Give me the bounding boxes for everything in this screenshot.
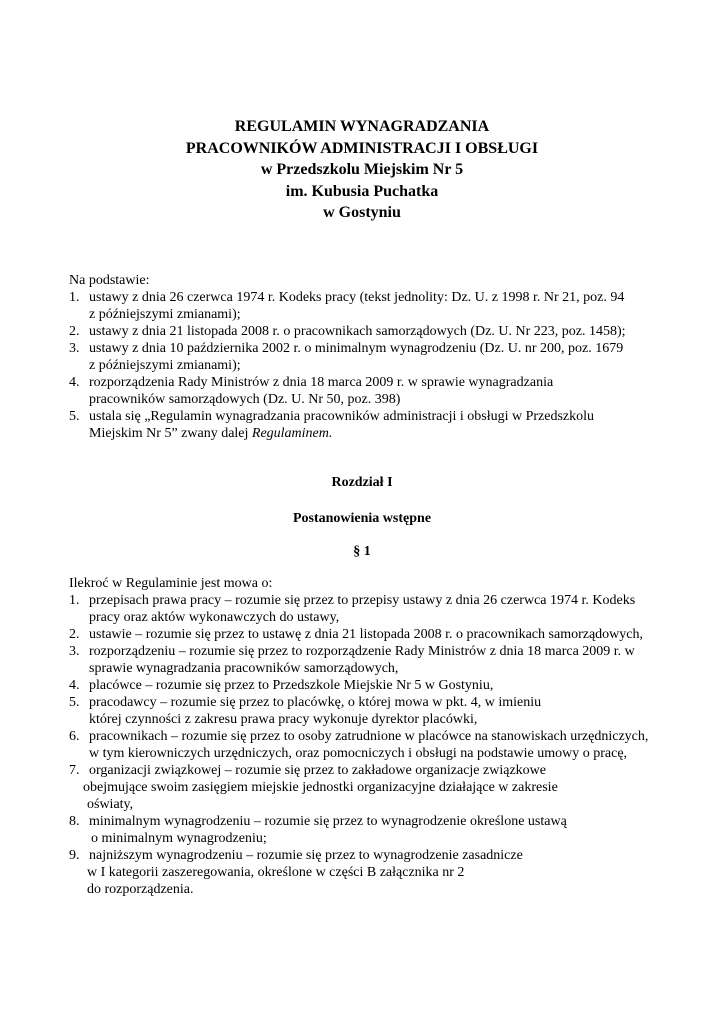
- item-text: minimalnym wynagrodzeniu – rozumie się przez to wynagrodzenie określone ustawą: [89, 814, 567, 829]
- item-text: pracownikach – rozumie się przez to osoby zatrudnione w placówce na stanowiskach urzędniczych,: [89, 729, 649, 744]
- item-text: pracodawcy – rozumie się przez to placówkę, o której mowa w pkt. 4, w imieniu: [89, 695, 542, 710]
- item-number: 2.: [69, 627, 80, 642]
- item-text: o minimalnym wynagrodzeniu;: [91, 831, 267, 846]
- list-item: [69, 340, 709, 374]
- item-text: z późniejszymi zmianami);: [89, 358, 241, 373]
- item-text: której czynności z zakresu prawa pracy wykonuje dyrektor placówki,: [89, 712, 478, 727]
- item-number: 9.: [69, 848, 80, 863]
- item-number: 4.: [69, 678, 80, 693]
- item-text: rozporządzenia Rady Ministrów z dnia 18 marca 2009 r. w sprawie wynagradzania: [89, 375, 554, 390]
- item-text: ustawy z dnia 10 października 2002 r. o minimalnym wynagrodzeniu (Dz. U. nr 200, poz. 1679: [89, 341, 624, 356]
- item-text: sprawie wynagradzania pracowników samorządowych,: [89, 661, 399, 676]
- item-text: oświaty,: [87, 797, 134, 812]
- item-text: przepisach prawa pracy – rozumie się przez to przepisy ustawy z dnia 26 czerwca 1974 r. Kodeks: [89, 593, 636, 608]
- paragraph-symbol: § 1: [353, 544, 371, 559]
- item-text: placówce – rozumie się przez to Przedszkole Miejskie Nr 5 w Gostyniu,: [89, 678, 494, 693]
- list-item: [69, 592, 709, 626]
- item-text: ustawie – rozumie się przez to ustawę z dnia 21 listopada 2008 r. o pracownikach samorządowych,: [89, 627, 643, 642]
- item-text: do rozporządzenia.: [87, 882, 194, 897]
- item-text: w tym kierowniczych urzędniczych, oraz pomocniczych i obsługi na podstawie umowy o pracę,: [89, 746, 628, 761]
- item-text: ustala się „Regulamin wynagradzania pracowników administracji i obsługi w Przedszkolu: [89, 409, 595, 424]
- item-text: obejmujące swoim zasięgiem miejskie jednostki organizacyjne działające w zakresie: [83, 780, 558, 795]
- legal-basis-heading: Na podstawie:: [69, 273, 150, 288]
- item-text: z późniejszymi zmianami);: [89, 307, 241, 322]
- list-item: [69, 408, 709, 442]
- title-line: im. Kubusia Puchatka: [285, 182, 439, 200]
- regulamin-term: Regulaminem.: [251, 426, 333, 441]
- list-item: [69, 643, 709, 677]
- chapter-subtitle: Postanowienia wstępne: [292, 511, 432, 526]
- item-number: 8.: [69, 814, 80, 829]
- list-item: [69, 626, 709, 643]
- title-line: w Gostyniu: [323, 204, 401, 221]
- chapter-label: Rozdział I: [331, 475, 393, 490]
- item-number: 5.: [69, 695, 80, 710]
- item-text: ustawy z dnia 21 listopada 2008 r. o pracownikach samorządowych (Dz. U. Nr 223, poz. 1458);: [89, 324, 626, 339]
- definitions-heading: Ilekroć w Regulaminie jest mowa o:: [69, 576, 273, 591]
- list-item: [69, 728, 709, 762]
- item-number: 6.: [69, 729, 80, 744]
- item-text: pracowników samorządowych (Dz. U. Nr 50, poz. 398): [89, 392, 401, 407]
- item-text: rozporządzeniu – rozumie się przez to rozporządzenie Rady Ministrów z dnia 18 marca 2009 r. w: [89, 644, 635, 659]
- list-item: [69, 374, 709, 408]
- title-line: REGULAMIN WYNAGRADZANIA: [234, 118, 490, 135]
- list-item: [69, 847, 709, 898]
- item-number: 3.: [69, 644, 80, 659]
- item-text: [69, 425, 709, 442]
- item-number: 4.: [69, 375, 80, 390]
- list-item: [69, 813, 709, 847]
- item-text: w I kategorii zaszeregowania, określone w części B załącznika nr 2: [87, 865, 465, 880]
- list-item: [69, 762, 709, 813]
- item-number: 1.: [69, 593, 80, 608]
- item-text: najniższym wynagrodzeniu – rozumie się przez to wynagrodzenie zasadnicze: [89, 848, 523, 863]
- item-number: 2.: [69, 324, 80, 339]
- item-number: 5.: [69, 409, 80, 424]
- legal-basis: [69, 272, 709, 442]
- item-text: pracy oraz aktów wykonawczych do ustawy,: [89, 610, 340, 625]
- title-line: w Przedszkolu Miejskim Nr 5: [260, 161, 464, 178]
- list-item: [69, 677, 709, 694]
- item-number: 3.: [69, 341, 80, 356]
- document-title: [0, 116, 724, 224]
- list-item: [69, 694, 709, 728]
- item-number: 7.: [69, 763, 80, 778]
- list-item: [69, 323, 709, 340]
- item-text: organizacji związkowej – rozumie się przez to zakładowe organizacje związkowe: [89, 763, 546, 778]
- definitions-section: [69, 575, 709, 898]
- item-number: 1.: [69, 290, 80, 305]
- list-item: [69, 289, 709, 323]
- title-line: PRACOWNIKÓW ADMINISTRACJI I OBSŁUGI: [185, 139, 539, 157]
- item-text: ustawy z dnia 26 czerwca 1974 r. Kodeks pracy (tekst jednolity: Dz. U. z 1998 r. Nr 21, poz. 94: [89, 290, 625, 305]
- item-text-part: Miejskim Nr 5” zwany dalej: [89, 426, 252, 441]
